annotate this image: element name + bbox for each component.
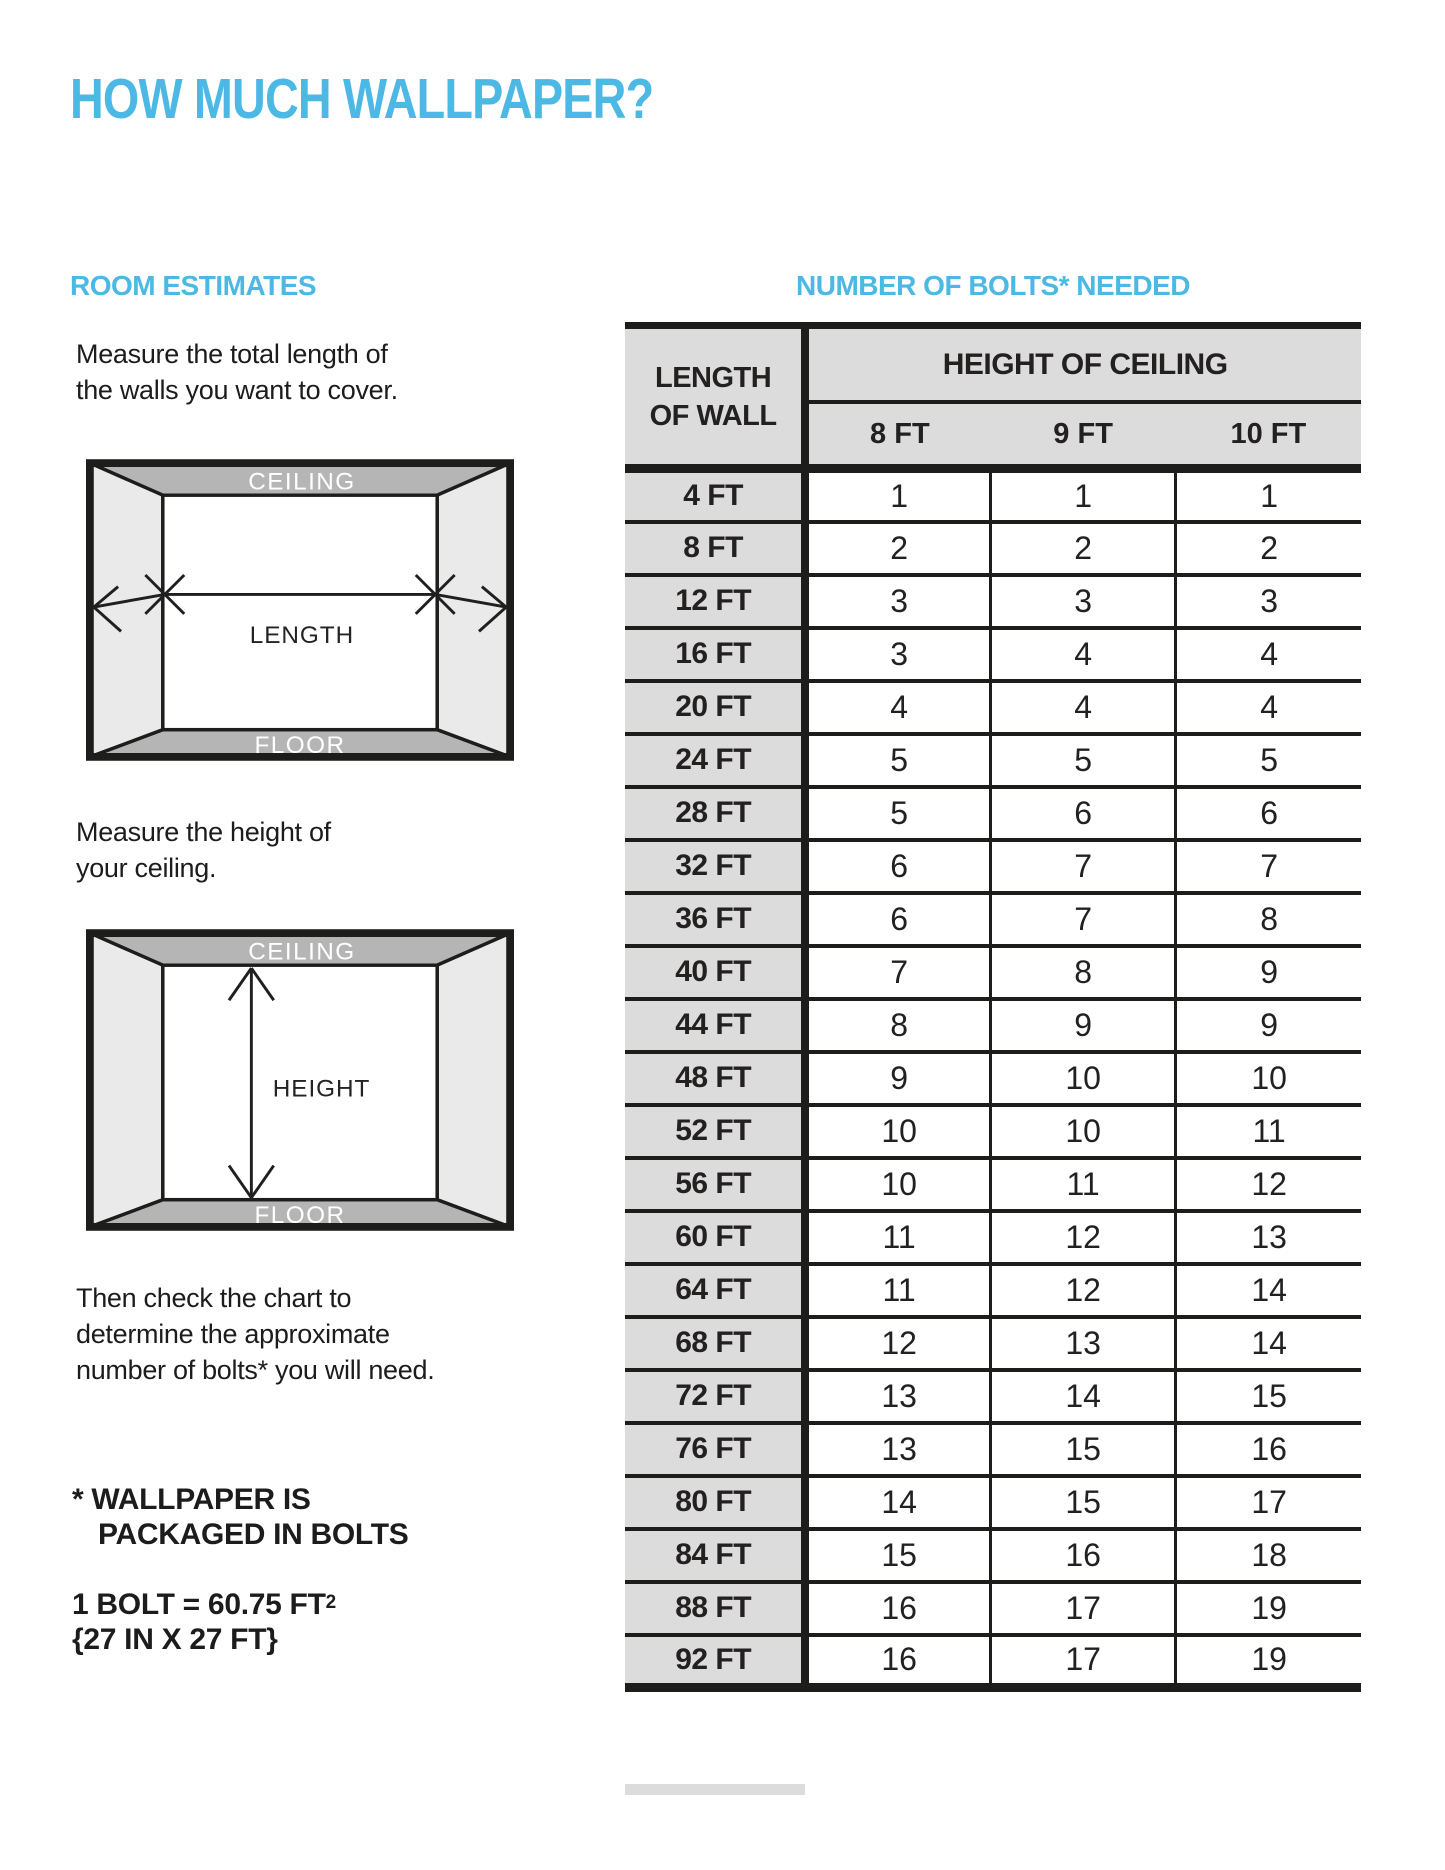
bolt-count-cell: 10 [805, 1158, 990, 1211]
wall-length-cell: 52 FT [625, 1105, 805, 1158]
bolt-count-cell: 15 [990, 1423, 1175, 1476]
floor-label: FLOOR [254, 1201, 346, 1229]
bolt-count-cell: 7 [1176, 840, 1361, 893]
bolt-table-body [625, 469, 1361, 1688]
table-row [625, 840, 1361, 893]
table-row [625, 1158, 1361, 1211]
wall-length-cell: 20 FT [625, 681, 805, 734]
bolt-count-cell: 11 [990, 1158, 1175, 1211]
table-row [625, 1582, 1361, 1635]
length-of-wall-line1: LENGTH [655, 361, 772, 394]
table-row [625, 628, 1361, 681]
bolt-count-cell: 3 [1176, 575, 1361, 628]
height-of-ceiling-header: HEIGHT OF CEILING [805, 326, 1361, 403]
step2-line2: your ceiling. [76, 853, 217, 883]
floor-label: FLOOR [254, 731, 346, 759]
length-room-diagram [86, 455, 514, 765]
length-of-wall-header [625, 326, 805, 469]
wall-length-cell: 8 FT [625, 522, 805, 575]
bolt-count-cell: 3 [805, 628, 990, 681]
table-row [625, 469, 1361, 522]
height-label: HEIGHT [272, 1075, 371, 1103]
bolt-count-cell: 14 [805, 1476, 990, 1529]
wall-length-cell: 40 FT [625, 946, 805, 999]
step2-line1: Measure the height of [76, 817, 331, 847]
room-estimates-heading: ROOM ESTIMATES [70, 270, 317, 301]
table-row [625, 1476, 1361, 1529]
page-title: HOW MUCH WALLPAPER? [70, 67, 654, 131]
bolt-count-cell: 15 [805, 1529, 990, 1582]
bolt-count-cell: 17 [990, 1582, 1175, 1635]
bolt-count-cell: 4 [1176, 628, 1361, 681]
ceiling-height-col-10ft: 10 FT [1176, 402, 1361, 469]
bolt-count-cell: 4 [990, 681, 1175, 734]
squared-superscript: 2 [325, 1592, 336, 1613]
bolt-count-cell: 16 [805, 1635, 990, 1688]
table-row [625, 1529, 1361, 1582]
bolt-count-cell: 10 [990, 1105, 1175, 1158]
bolt-count-cell: 12 [1176, 1158, 1361, 1211]
bolt-size-line1: 1 BOLT = 60.75 FT [72, 1588, 326, 1621]
table-row [625, 1370, 1361, 1423]
bolt-count-cell: 8 [805, 999, 990, 1052]
table-footer-stub [625, 1784, 805, 1795]
table-row [625, 787, 1361, 840]
bolt-count-cell: 15 [990, 1476, 1175, 1529]
bolt-count-cell: 9 [1176, 999, 1361, 1052]
bolt-count-cell: 8 [990, 946, 1175, 999]
table-row [625, 522, 1361, 575]
bolt-count-cell: 7 [805, 946, 990, 999]
bolt-count-cell: 6 [990, 787, 1175, 840]
table-row [625, 1211, 1361, 1264]
table-row [625, 1264, 1361, 1317]
ceiling-height-col-9ft: 9 FT [990, 402, 1175, 469]
wall-length-cell: 64 FT [625, 1264, 805, 1317]
bolt-count-cell: 8 [1176, 893, 1361, 946]
bolt-count-cell: 12 [990, 1264, 1175, 1317]
bolt-count-cell: 16 [1176, 1423, 1361, 1476]
bolt-count-cell: 5 [805, 734, 990, 787]
bolt-count-cell: 1 [990, 469, 1175, 522]
table-row [625, 1105, 1361, 1158]
bolt-count-cell: 6 [805, 840, 990, 893]
bolt-count-cell: 12 [805, 1317, 990, 1370]
height-room-diagram [86, 925, 514, 1235]
bolt-count-cell: 1 [805, 469, 990, 522]
bolt-count-cell: 9 [805, 1052, 990, 1105]
wall-length-cell: 56 FT [625, 1158, 805, 1211]
bolt-count-cell: 14 [990, 1370, 1175, 1423]
bolt-count-cell: 11 [1176, 1105, 1361, 1158]
bolt-count-cell: 7 [990, 893, 1175, 946]
bolt-count-cell: 5 [1176, 734, 1361, 787]
wall-length-cell: 28 FT [625, 787, 805, 840]
bolt-count-cell: 5 [805, 787, 990, 840]
wall-length-cell: 16 FT [625, 628, 805, 681]
table-row [625, 1635, 1361, 1688]
bolt-count-cell: 2 [805, 522, 990, 575]
bolt-count-cell: 3 [805, 575, 990, 628]
wall-length-cell: 84 FT [625, 1529, 805, 1582]
left-wall-surface [90, 933, 163, 1227]
bolt-count-cell: 13 [805, 1423, 990, 1476]
bolt-count-cell: 2 [1176, 522, 1361, 575]
bolt-count-cell: 1 [1176, 469, 1361, 522]
step3-line3: number of bolts* you will need. [76, 1355, 435, 1385]
step3-line2: determine the approximate [76, 1319, 390, 1349]
wall-length-cell: 72 FT [625, 1370, 805, 1423]
bolt-count-cell: 16 [990, 1529, 1175, 1582]
wall-length-cell: 32 FT [625, 840, 805, 893]
step1-line2: the walls you want to cover. [76, 375, 398, 405]
bolt-count-cell: 9 [1176, 946, 1361, 999]
bolt-count-cell: 17 [990, 1635, 1175, 1688]
wall-length-cell: 4 FT [625, 469, 805, 522]
table-row [625, 734, 1361, 787]
right-wall-surface [437, 933, 510, 1227]
ceiling-height-col-8ft: 8 FT [805, 402, 990, 469]
ceiling-label: CEILING [248, 468, 356, 496]
right-wall-surface [437, 463, 510, 757]
wall-length-cell: 60 FT [625, 1211, 805, 1264]
wall-length-cell: 80 FT [625, 1476, 805, 1529]
table-row [625, 1423, 1361, 1476]
bolt-count-cell: 9 [990, 999, 1175, 1052]
table-row [625, 681, 1361, 734]
bolt-count-cell: 2 [990, 522, 1175, 575]
bolt-count-cell: 7 [990, 840, 1175, 893]
bolt-count-cell: 10 [805, 1105, 990, 1158]
ceiling-label: CEILING [248, 938, 356, 966]
table-row [625, 575, 1361, 628]
wall-length-cell: 76 FT [625, 1423, 805, 1476]
bolt-count-cell: 18 [1176, 1529, 1361, 1582]
bolt-count-cell: 10 [990, 1052, 1175, 1105]
bolt-count-cell: 4 [1176, 681, 1361, 734]
wall-length-cell: 24 FT [625, 734, 805, 787]
step1-instructions [76, 336, 398, 408]
packaging-note-line2: PACKAGED IN BOLTS [98, 1518, 409, 1551]
wall-length-cell: 68 FT [625, 1317, 805, 1370]
bolt-count-cell: 13 [805, 1370, 990, 1423]
step2-instructions [76, 814, 331, 886]
bolt-size-note [72, 1585, 336, 1657]
bolts-needed-heading: NUMBER OF BOLTS* NEEDED [796, 270, 1190, 301]
bolt-count-cell: 4 [990, 628, 1175, 681]
wall-length-cell: 88 FT [625, 1582, 805, 1635]
bolt-count-cell: 10 [1176, 1052, 1361, 1105]
bolt-count-cell: 5 [990, 734, 1175, 787]
bolt-count-cell: 19 [1176, 1635, 1361, 1688]
bolt-count-cell: 13 [1176, 1211, 1361, 1264]
bolt-count-cell: 17 [1176, 1476, 1361, 1529]
bolt-count-cell: 14 [1176, 1264, 1361, 1317]
wall-length-cell: 12 FT [625, 575, 805, 628]
table-row [625, 1317, 1361, 1370]
table-row [625, 999, 1361, 1052]
length-label: LENGTH [249, 622, 355, 650]
bolt-count-cell: 3 [990, 575, 1175, 628]
step3-instructions [76, 1280, 434, 1388]
bolt-count-cell: 13 [990, 1317, 1175, 1370]
bolt-count-cell: 14 [1176, 1317, 1361, 1370]
bolt-count-cell: 15 [1176, 1370, 1361, 1423]
wall-length-cell: 44 FT [625, 999, 805, 1052]
wall-length-cell: 92 FT [625, 1635, 805, 1688]
step1-line1: Measure the total length of [76, 339, 388, 369]
table-row [625, 946, 1361, 999]
bolt-count-cell: 19 [1176, 1582, 1361, 1635]
table-row [625, 1052, 1361, 1105]
bolt-count-cell: 16 [805, 1582, 990, 1635]
bolts-needed-table [625, 322, 1361, 1692]
left-wall-surface [90, 463, 163, 757]
step3-line1: Then check the chart to [76, 1283, 352, 1313]
bolt-count-cell: 11 [805, 1211, 990, 1264]
back-wall-surface [163, 495, 437, 729]
bolt-count-cell: 12 [990, 1211, 1175, 1264]
bolt-count-cell: 11 [805, 1264, 990, 1317]
packaging-note-line1: WALLPAPER IS [91, 1483, 311, 1516]
wall-length-cell: 48 FT [625, 1052, 805, 1105]
bolt-count-cell: 6 [805, 893, 990, 946]
asterisk: * [72, 1483, 84, 1516]
bolt-size-line2: {27 IN X 27 FT} [72, 1623, 278, 1656]
length-of-wall-line2: OF WALL [649, 399, 777, 432]
bolt-count-cell: 6 [1176, 787, 1361, 840]
bolt-count-cell: 4 [805, 681, 990, 734]
bolts-packaging-note [72, 1482, 408, 1552]
table-row [625, 893, 1361, 946]
wall-length-cell: 36 FT [625, 893, 805, 946]
